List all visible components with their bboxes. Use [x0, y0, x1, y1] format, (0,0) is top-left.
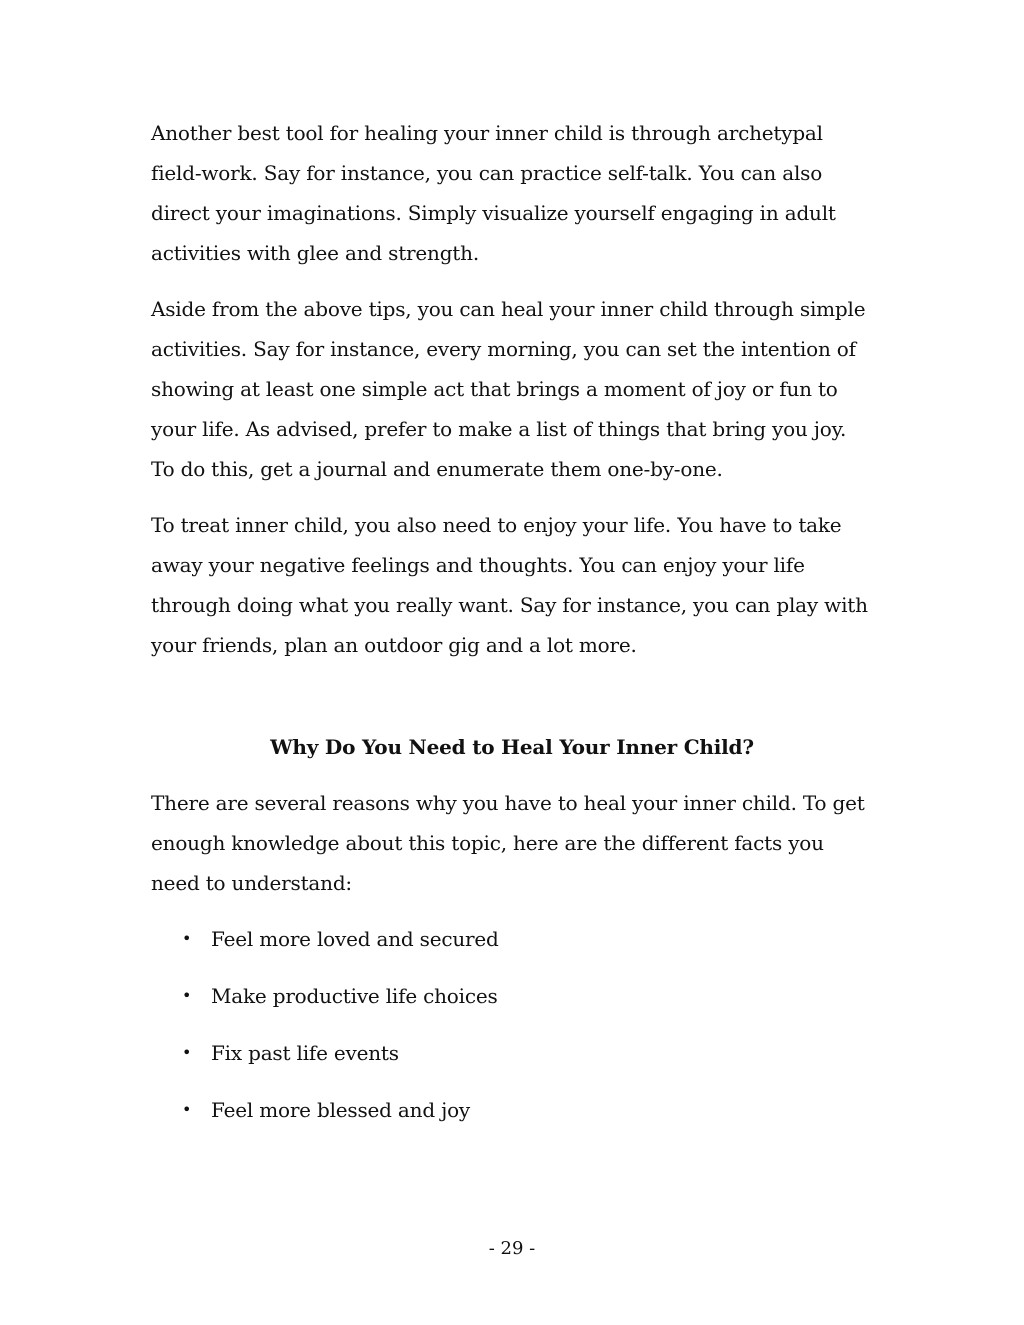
list-item-text: Fix past life events — [211, 1041, 399, 1065]
section-heading: Why Do You Need to Heal Your Inner Child? — [270, 735, 754, 759]
bullet-icon: • — [182, 929, 192, 948]
list-item — [151, 919, 873, 959]
reasons-list — [151, 919, 873, 1130]
section-intro: There are several reasons why you have to heal your inner child. To get enough knowledge about this topic, here are the different facts you need to understand: — [151, 791, 865, 895]
page-body — [151, 113, 873, 1147]
list-item-text: Feel more loved and secured — [211, 927, 499, 951]
list-item — [151, 1033, 873, 1073]
list-item — [151, 1090, 873, 1130]
bullet-icon: • — [182, 1100, 192, 1119]
list-item — [151, 976, 873, 1016]
bullet-icon: • — [182, 986, 192, 1005]
bullet-icon: • — [182, 1043, 192, 1062]
list-item-text: Feel more blessed and joy — [211, 1098, 471, 1122]
paragraph-archetypal-fieldwork: Another best tool for healing your inner child is through archetypal field-work. Say for instance, you can practice self-talk. You can also direct your imaginations. Simply visualize yourself engaging in adult activities with glee and strength. — [151, 121, 836, 265]
list-item-text: Make productive life choices — [211, 984, 498, 1008]
paragraph-simple-activities: Aside from the above tips, you can heal your inner child through simple activities. Say for instance, every morning, you can set the intention of showing at least one simple act that brings a moment of joy or fun to your life. As advised, prefer to make a list of things that bring you joy. To do this, get a journal and enumerate them one-by-one. — [151, 297, 866, 481]
page-number: - 29 - — [488, 1238, 536, 1259]
paragraph-enjoy-life: To treat inner child, you also need to enjoy your life. You have to take away your negative feelings and thoughts. You can enjoy your life through doing what you really want. Say for instance, you can play with your friends, plan an outdoor gig and a lot more. — [151, 513, 868, 657]
